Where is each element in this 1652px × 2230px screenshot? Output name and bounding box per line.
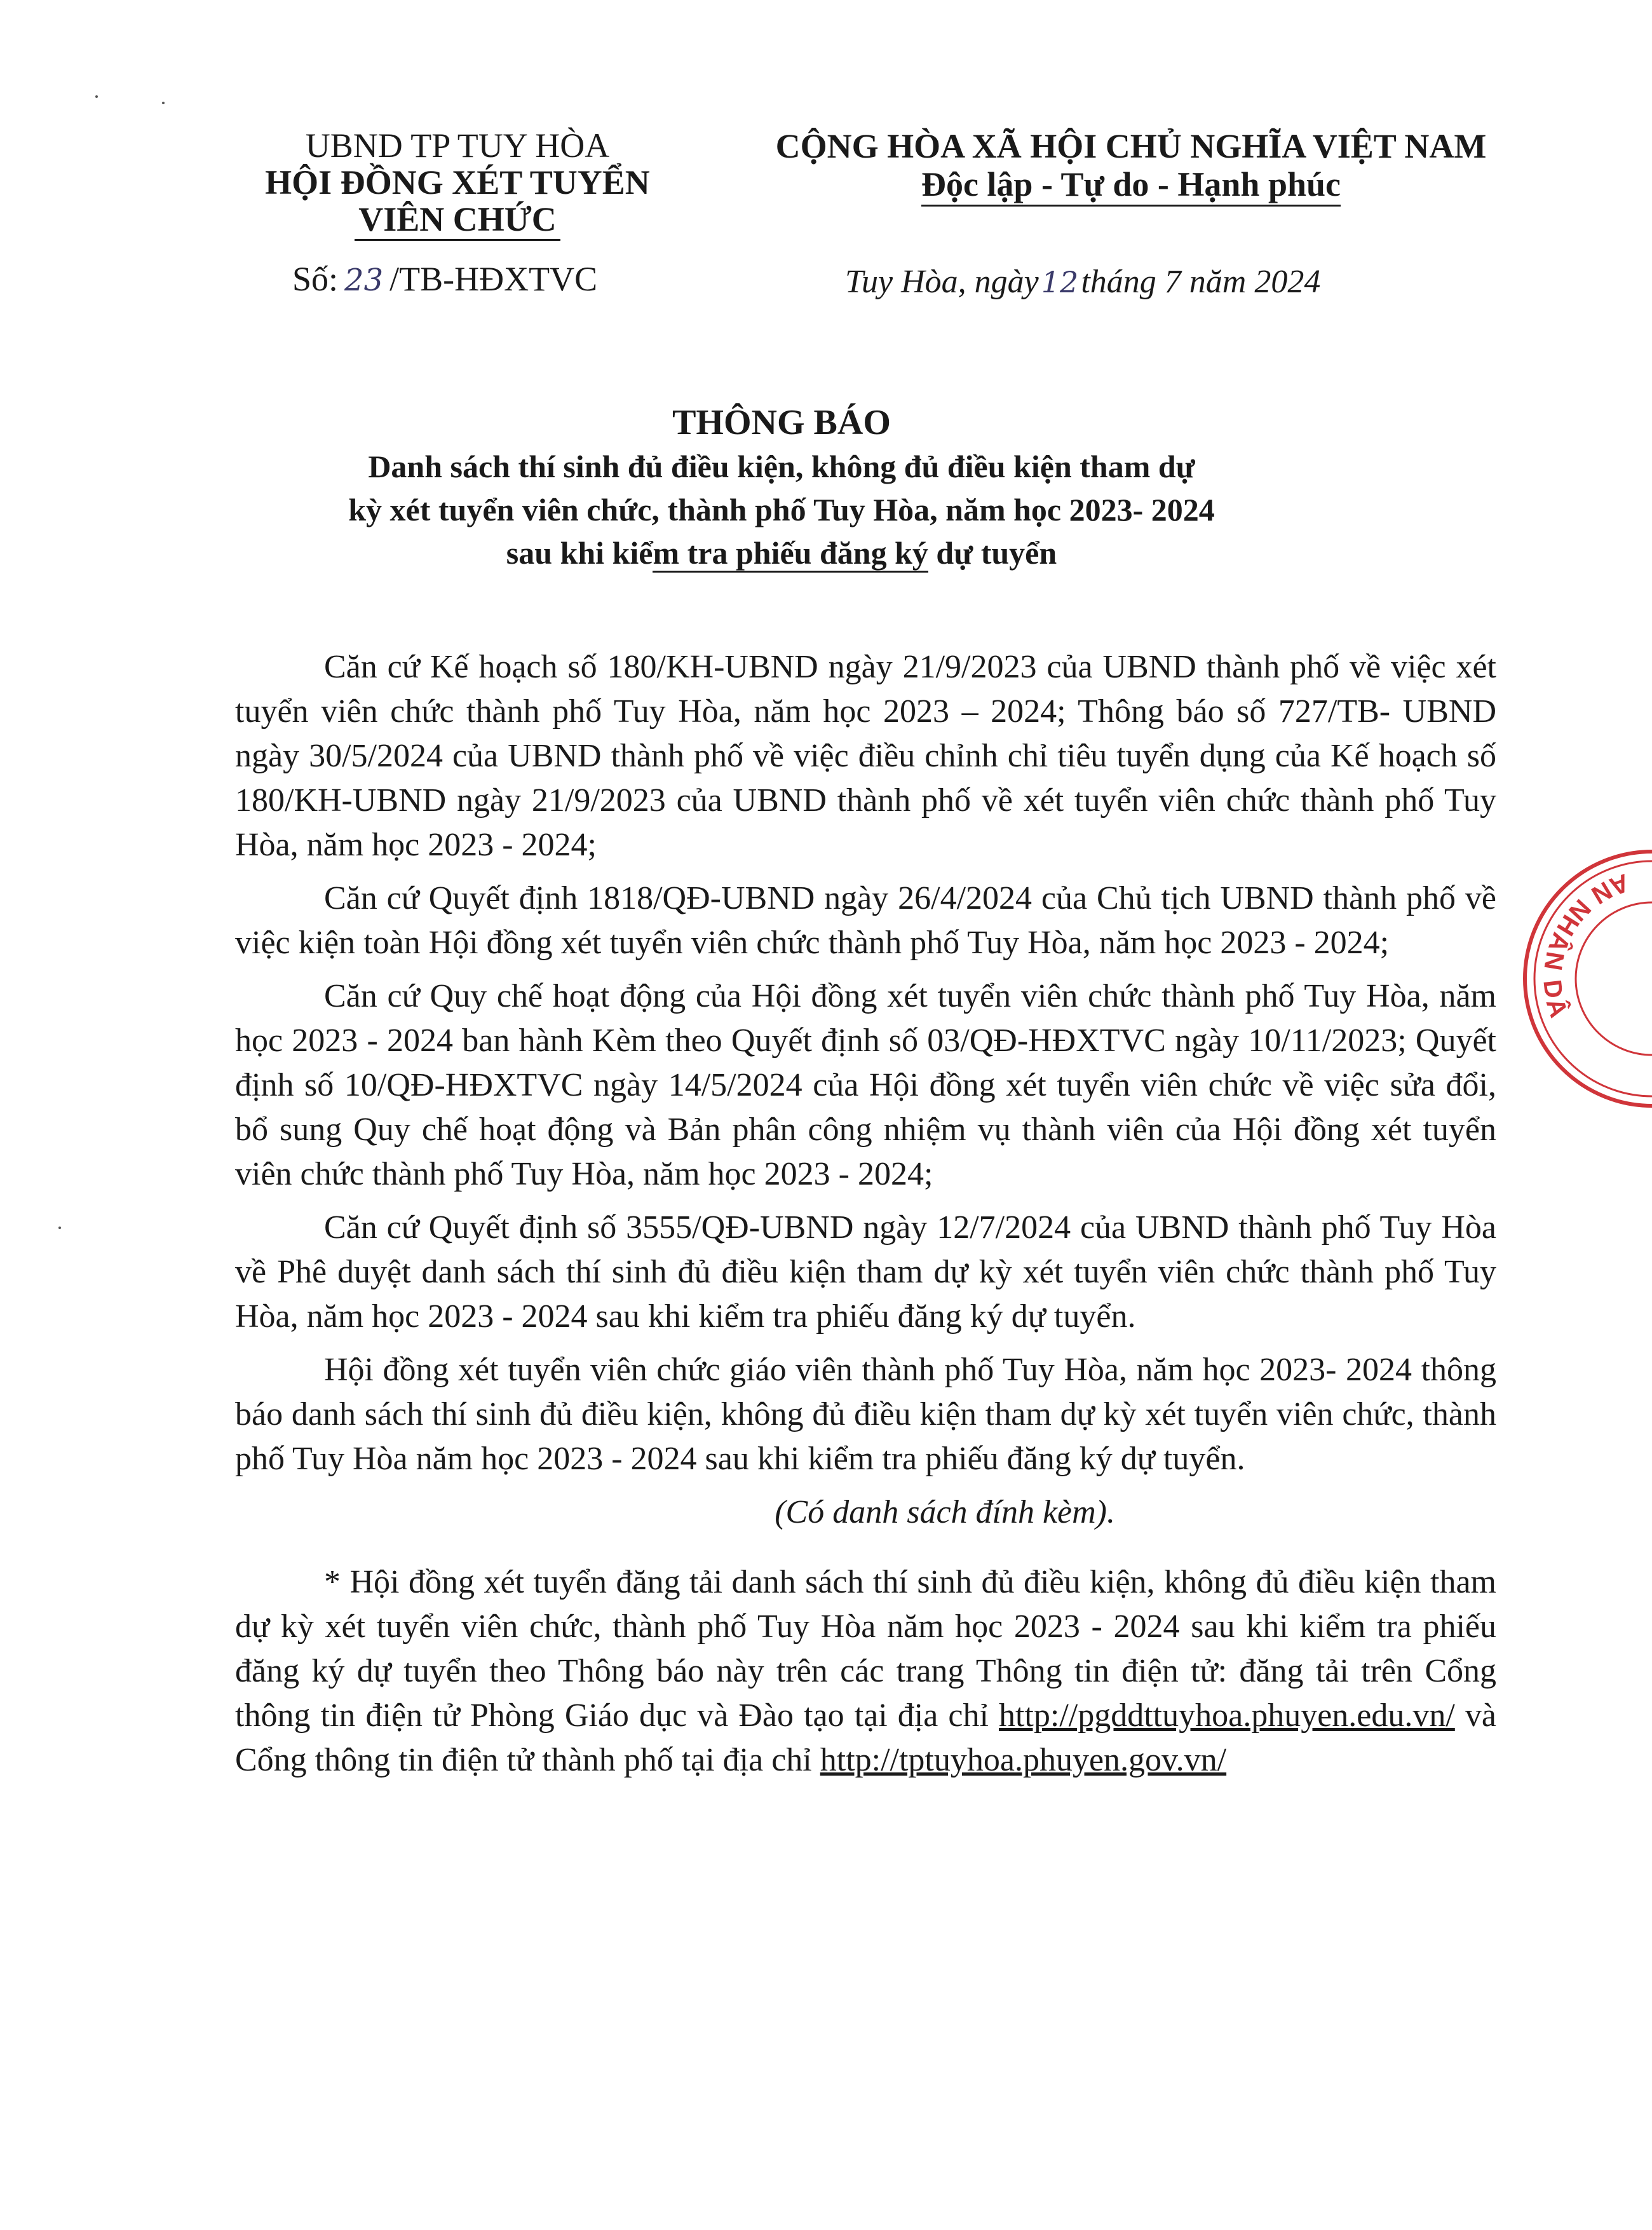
paragraph-decision-1818: Căn cứ Quyết định 1818/QĐ-UBND ngày 26/4/2024 của Chủ tịch UBND thành phố về việc kiện toàn Hội đồng xét tuyển viên chức thành phố Tuy Hòa, năm học 2023 - 2024;: [235, 880, 1496, 961]
paragraph-decision-3555: Căn cứ Quyết định số 3555/QĐ-UBND ngày 12/7/2024 của UBND thành phố Tuy Hòa về Phê duyệt danh sách thí sinh đủ điều kiện tham dự kỳ xét tuyển viên chức thành phố Tuy Hòa, năm học 2023 - 2024 sau khi kiểm tra phiếu đăng ký dự tuyển.: [235, 1209, 1496, 1335]
council-name-line1: HỘI ĐỒNG XÉT TUYỂN: [265, 163, 650, 201]
city-portal-link[interactable]: http://tptuyhoa.phuyen.gov.vn/: [820, 1742, 1227, 1778]
title-block: [241, 400, 1322, 574]
place-date: [845, 263, 1320, 301]
publication-note: [235, 1560, 1496, 1783]
doc-number-suffix: /TB-HĐXTVC: [389, 260, 598, 298]
publication-note-text-b: và Cổng thông tin điện tử thành phố tại địa chỉ: [235, 1697, 1496, 1778]
paragraph-announcement: Hội đồng xét tuyển viên chức giáo viên thành phố Tuy Hòa, năm học 2023- 2024 thông báo danh sách thí sinh đủ điều kiện, không đủ điều kiện tham dự kỳ xét tuyển viên chức, thành phố Tuy Hòa năm học 2023 - 2024 sau khi kiểm tra phiếu đăng ký dự tuyển.: [235, 1352, 1496, 1477]
subtitle-line2: kỳ xét tuyển viên chức, thành phố Tuy Hòa, năm học 2023- 2024: [348, 492, 1215, 527]
subtitle-line1: Danh sách thí sinh đủ điều kiện, không đủ điều kiện tham dự: [368, 449, 1195, 484]
date-prefix: Tuy Hòa, ngày: [845, 264, 1039, 300]
official-seal-stamp: [1461, 839, 1652, 1118]
document-title: THÔNG BÁO: [672, 403, 891, 442]
subtitle-line3: [241, 531, 1322, 574]
national-motto: Độc lập - Tự do - Hạnh phúc: [921, 165, 1341, 207]
subtitle-line3-part-a: sau khi kiể: [506, 535, 653, 571]
scan-speck: [58, 1227, 61, 1229]
council-name-line2: VIÊN CHỨC: [355, 201, 560, 241]
doc-number-handwritten: 23: [344, 262, 384, 298]
national-title: CỘNG HÒA XÃ HỘI CHỦ NGHĨA VIỆT NAM: [775, 127, 1487, 165]
pgd-portal-link[interactable]: http://pgddttuyhoa.phuyen.edu.vn/: [998, 1697, 1455, 1734]
publication-note-text-a: * Hội đồng xét tuyển đăng tải danh sách thí sinh đủ điều kiện, không đủ điều kiện tham dự kỳ xét tuyển viên chức, thành phố Tuy Hòa năm học 2023 - 2024 sau khi kiểm tra phiếu đăng ký dự tuyển theo Thông báo này trên các trang Thông tin điện tử: đăng tải trên Cổng thông tin điện tử Phòng Giáo dục và Đào tạo tại địa chỉ: [235, 1564, 1496, 1734]
svg-text:AN NHÂN DÂ: [1538, 868, 1632, 1023]
header-right: [762, 127, 1500, 207]
paragraph-plan-basis: Căn cứ Kế hoạch số 180/KH-UBND ngày 21/9/2023 của UBND thành phố về việc xét tuyển viên chức thành phố Tuy Hòa, năm học 2023 – 2024; Thông báo số 727/TB- UBND ngày 30/5/2024 của UBND thành phố về việc điều chỉnh chỉ tiêu tuyển dụng của Kế hoạch số 180/KH-UBND ngày 21/9/2023 của UBND thành phố về xét tuyển viên chức thành phố Tuy Hòa, năm học 2023 - 2024;: [235, 649, 1496, 863]
scan-speck: [162, 102, 165, 104]
stamp-text: AN NHÂN DÂ: [1538, 868, 1633, 1024]
scan-speck: [95, 95, 98, 98]
date-day-handwritten: 12: [1041, 265, 1079, 299]
header-left: [254, 127, 661, 241]
issuing-authority: UBND TP TUY HÒA: [305, 126, 610, 165]
doc-number-prefix: Số:: [292, 260, 339, 298]
subtitle-line3-part-c: dự tuyển: [928, 535, 1057, 571]
attached-list-note: (Có danh sách đính kèm).: [775, 1494, 1115, 1530]
paragraph-regulation-basis: Căn cứ Quy chế hoạt động của Hội đồng xét tuyển viên chức thành phố Tuy Hòa, năm học 2023 - 2024 ban hành Kèm theo Quyết định số 03/QĐ-HĐXTVC ngày 10/11/2023; Quyết định số 10/QĐ-HĐXTVC ngày 14/5/2024 của Hội đồng xét tuyển viên chức về việc sửa đổi, bổ sung Quy chế hoạt động và Bản phân công nhiệm vụ thành viên của Hội đồng xét tuyển viên chức thành phố Tuy Hòa, năm học 2023 - 2024;: [235, 978, 1496, 1192]
subtitle-line3-underlined: m tra phiếu đăng ký: [653, 535, 928, 573]
document-body: [235, 645, 1496, 1791]
date-suffix: tháng 7 năm 2024: [1081, 264, 1321, 300]
document-number: [292, 259, 597, 299]
